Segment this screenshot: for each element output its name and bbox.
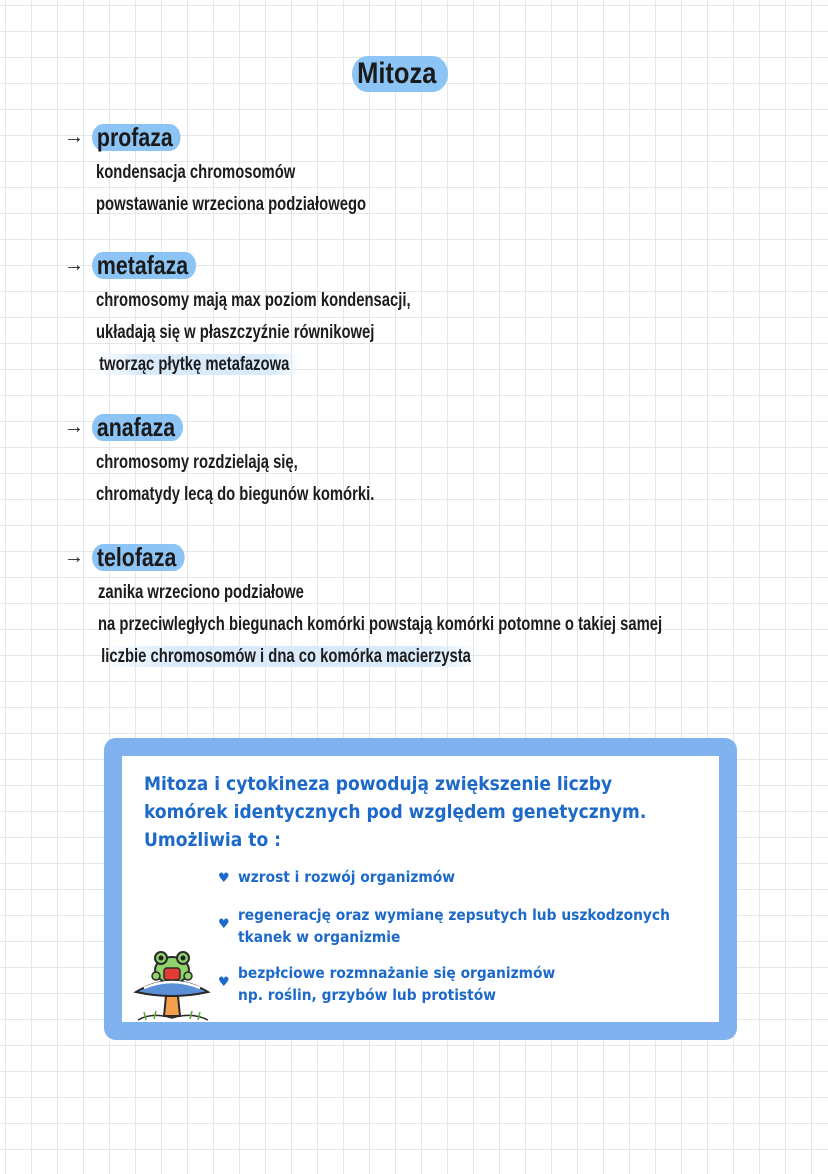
phase-line: liczbie chromosomów i dna co komórka macierzysta <box>98 646 482 667</box>
phase-line: kondensacja chromosomów <box>96 162 296 183</box>
phase-line: układają się w płaszczyźnie równikowej <box>96 322 375 343</box>
frog-on-mushroom-icon <box>132 946 214 1026</box>
arrow-icon: → <box>64 126 84 148</box>
heart-bullet-icon: ♥ <box>218 975 230 990</box>
bullet-item <box>218 962 718 1006</box>
phase-line: zanika wrzeciono podziałowe <box>98 582 304 603</box>
bullet-item <box>218 904 718 948</box>
phase-heading: anafaza <box>92 414 183 441</box>
phase-heading: profaza <box>92 124 181 151</box>
section-metafaza <box>64 250 499 381</box>
summary-line: Umożliwia to : <box>144 829 281 851</box>
phase-line: chromosomy mają max poziom kondensacji, <box>96 290 411 311</box>
bullet-item <box>218 866 718 890</box>
section-anafaza <box>64 412 453 511</box>
heart-bullet-icon: ♥ <box>218 917 230 932</box>
heart-bullet-icon: ♥ <box>218 871 230 886</box>
arrow-icon: → <box>64 546 84 568</box>
phase-line: chromosomy rozdzielają się, <box>96 452 298 473</box>
bullet-text: bezpłciowe rozmnażanie się organizmów <box>238 964 556 982</box>
phase-heading: telofaza <box>92 544 185 571</box>
section-profaza <box>64 122 442 221</box>
arrow-icon: → <box>64 416 84 438</box>
phase-line: na przeciwległych biegunach komórki powstają komórki potomne o takiej samej <box>98 614 663 635</box>
summary-line: Mitoza i cytokineza powodują zwiększenie liczby <box>144 773 613 795</box>
summary-intro <box>144 770 666 854</box>
bullet-text: np. roślin, grzybów lub protistów <box>238 986 496 1004</box>
bullet-text: tkanek w organizmie <box>238 928 401 946</box>
page-title <box>352 56 448 92</box>
phase-heading: metafaza <box>92 252 196 279</box>
section-telofaza <box>64 542 821 673</box>
summary-line: komórek identycznych pod względem genetycznym. <box>144 801 647 823</box>
page-title-text: Mitoza <box>352 56 448 92</box>
phase-line: powstawanie wrzeciona podziałowego <box>96 194 367 215</box>
phase-line: chromatydy lecą do biegunów komórki. <box>96 484 375 505</box>
bullet-text: wzrost i rozwój organizmów <box>238 868 455 886</box>
summary-bullets <box>218 866 718 1020</box>
phase-line: tworząc płytkę metafazowa <box>96 354 300 375</box>
bullet-text: regenerację oraz wymianę zepsutych lub uszkodzonych <box>238 906 670 924</box>
arrow-icon: → <box>64 254 84 276</box>
summary-box <box>104 738 737 1040</box>
